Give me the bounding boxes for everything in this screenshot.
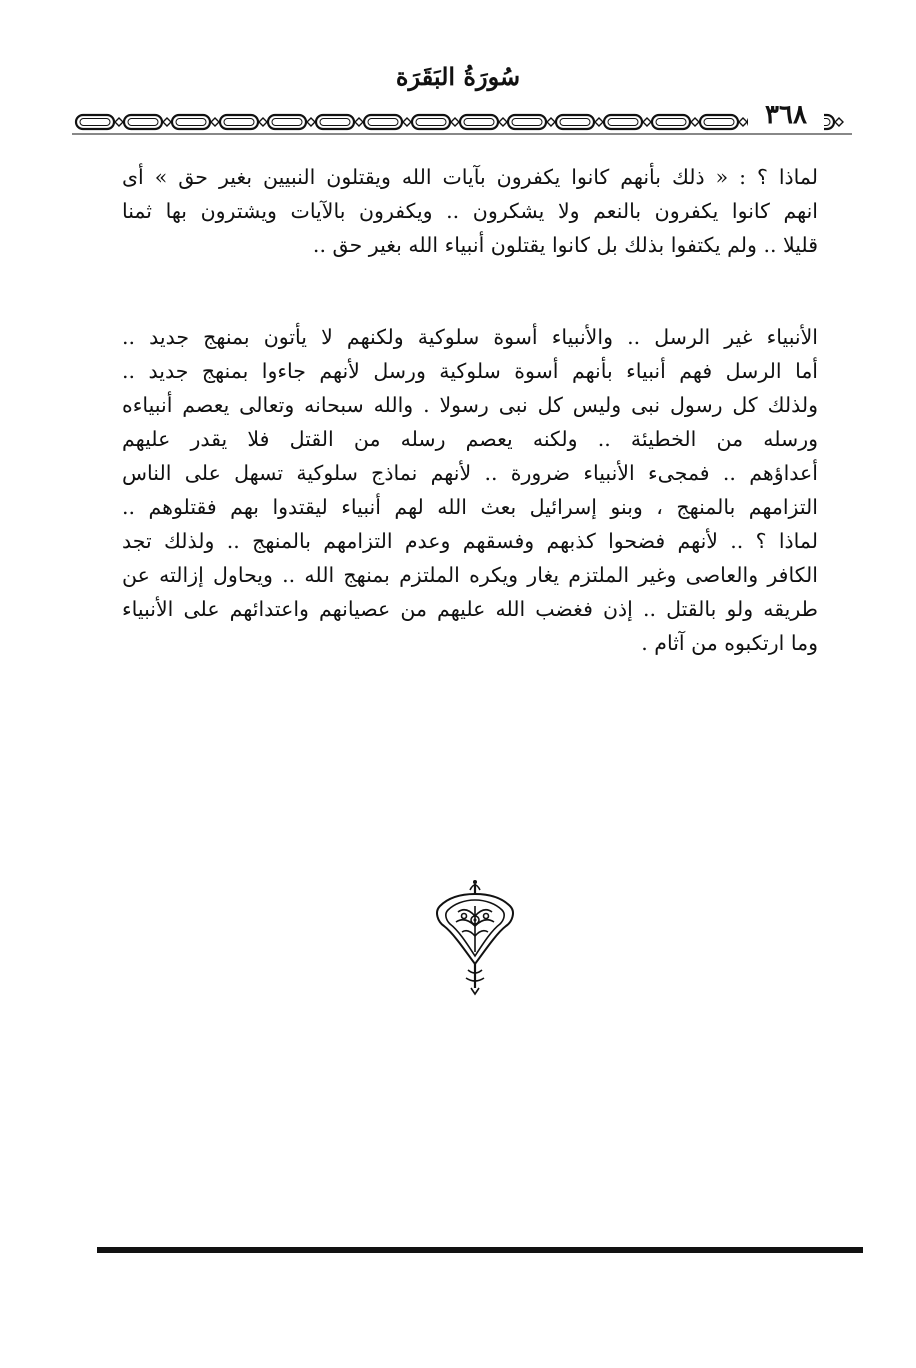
text-line: لماذا ؟ .. لأنهم فضحوا كذبهم وفسقهم وعدم التزامهم بالمنهج .. ولذلك تجد (122, 529, 818, 553)
chain-link (172, 115, 210, 129)
header-chain-border (72, 100, 852, 140)
text-line: أما الرسل فهم أنبياء بأنهم أسوة سلوكية ورسل لأنهم جاءوا بمنهج جديد .. (122, 359, 818, 383)
chain-link (604, 115, 642, 129)
chain-link-inner (464, 119, 494, 126)
chain-diamond (835, 118, 843, 126)
chain-diamond (259, 118, 267, 126)
text-line: الأنبياء غير الرسل .. والأنبياء أسوة سلوكية ولكنهم لا يأتون بمنهج جديد .. (122, 325, 818, 349)
chain-diamond (307, 118, 315, 126)
chain-diamond (355, 118, 363, 126)
chain-diamond (403, 118, 411, 126)
chain-link-inner (416, 119, 446, 126)
chain-diamond (451, 118, 459, 126)
chain-link-inner (560, 119, 590, 126)
chain-link (364, 115, 402, 129)
page-number: ٣٦٨ (748, 98, 824, 132)
chain-link-inner (704, 119, 734, 126)
chain-link-inner (608, 119, 638, 126)
chain-link-inner (272, 119, 302, 126)
chain-link (460, 115, 498, 129)
floral-ornament-icon (430, 876, 520, 996)
chain-link-inner (224, 119, 254, 126)
footer-rule (97, 1247, 863, 1253)
chain-link-inner (368, 119, 398, 126)
chain-link (508, 115, 546, 129)
chain-diamond (739, 118, 747, 126)
chain-diamond (211, 118, 219, 126)
chain-link (124, 115, 162, 129)
chain-diamond (163, 118, 171, 126)
text-line: وما ارتكبوه من آثام . (641, 631, 818, 655)
text-line: طريقه ولو بالقتل .. إذن فغضب الله عليهم من عصيانهم واعتدائهم على الأنبياء (122, 597, 818, 621)
text-line: انهم كانوا يكفرون بالنعم ولا يشكرون .. ويكفرون بالآيات ويشترون بها ثمنا (122, 199, 818, 223)
chain-link (220, 115, 258, 129)
chain-link (76, 115, 114, 129)
chain-link-inner (512, 119, 542, 126)
chain-diamond (115, 118, 123, 126)
chain-link (700, 115, 738, 129)
chain-diamond (547, 118, 555, 126)
text-line: الكافر والعاصى وغير الملتزم يغار ويكره الملتزم بمنهج الله .. ويحاول إزالته عن (122, 563, 818, 587)
chain-link (412, 115, 450, 129)
text-line: ولذلك كل رسول نبى وليس كل نبى رسولا . والله سبحانه وتعالى يعصم أنبياءه (122, 393, 818, 417)
chain-link-inner (128, 119, 158, 126)
paragraph-1 (122, 160, 818, 262)
text-line: التزامهم بالمنهج ، وبنو إسرائيل بعث الله لهم أنبياء ليقتدوا بهم فقتلوهم .. (122, 495, 818, 519)
chain-link (556, 115, 594, 129)
paragraph-2 (122, 320, 818, 660)
text-line: قليلا .. ولم يكتفوا بذلك بل كانوا يقتلون أنبياء الله بغير حق .. (312, 233, 818, 257)
text-line: ورسله من الخطيئة .. ولكنه يعصم رسله من القتل فلا يقدر عليهم (122, 427, 818, 451)
chain-diamond (691, 118, 699, 126)
chain-link (316, 115, 354, 129)
surah-title: سُورَةُ البَقَرَة (395, 62, 521, 91)
chain-diamond (643, 118, 651, 126)
chain-link-inner (80, 119, 110, 126)
chain-link-inner (176, 119, 206, 126)
chain-diamond (499, 118, 507, 126)
chain-link (652, 115, 690, 129)
chain-link (268, 115, 306, 129)
text-line: أعداؤهم .. فمجىء الأنبياء ضرورة .. لأنهم نماذج سلوكية تسهل على الناس (122, 461, 818, 485)
text-line: لماذا ؟ : « ذلك بأنهم كانوا يكفرون بآيات الله ويقتلون النبيين بغير حق » أى (122, 165, 818, 189)
chain-link-inner (320, 119, 350, 126)
chain-diamond (595, 118, 603, 126)
chain-link-inner (656, 119, 686, 126)
